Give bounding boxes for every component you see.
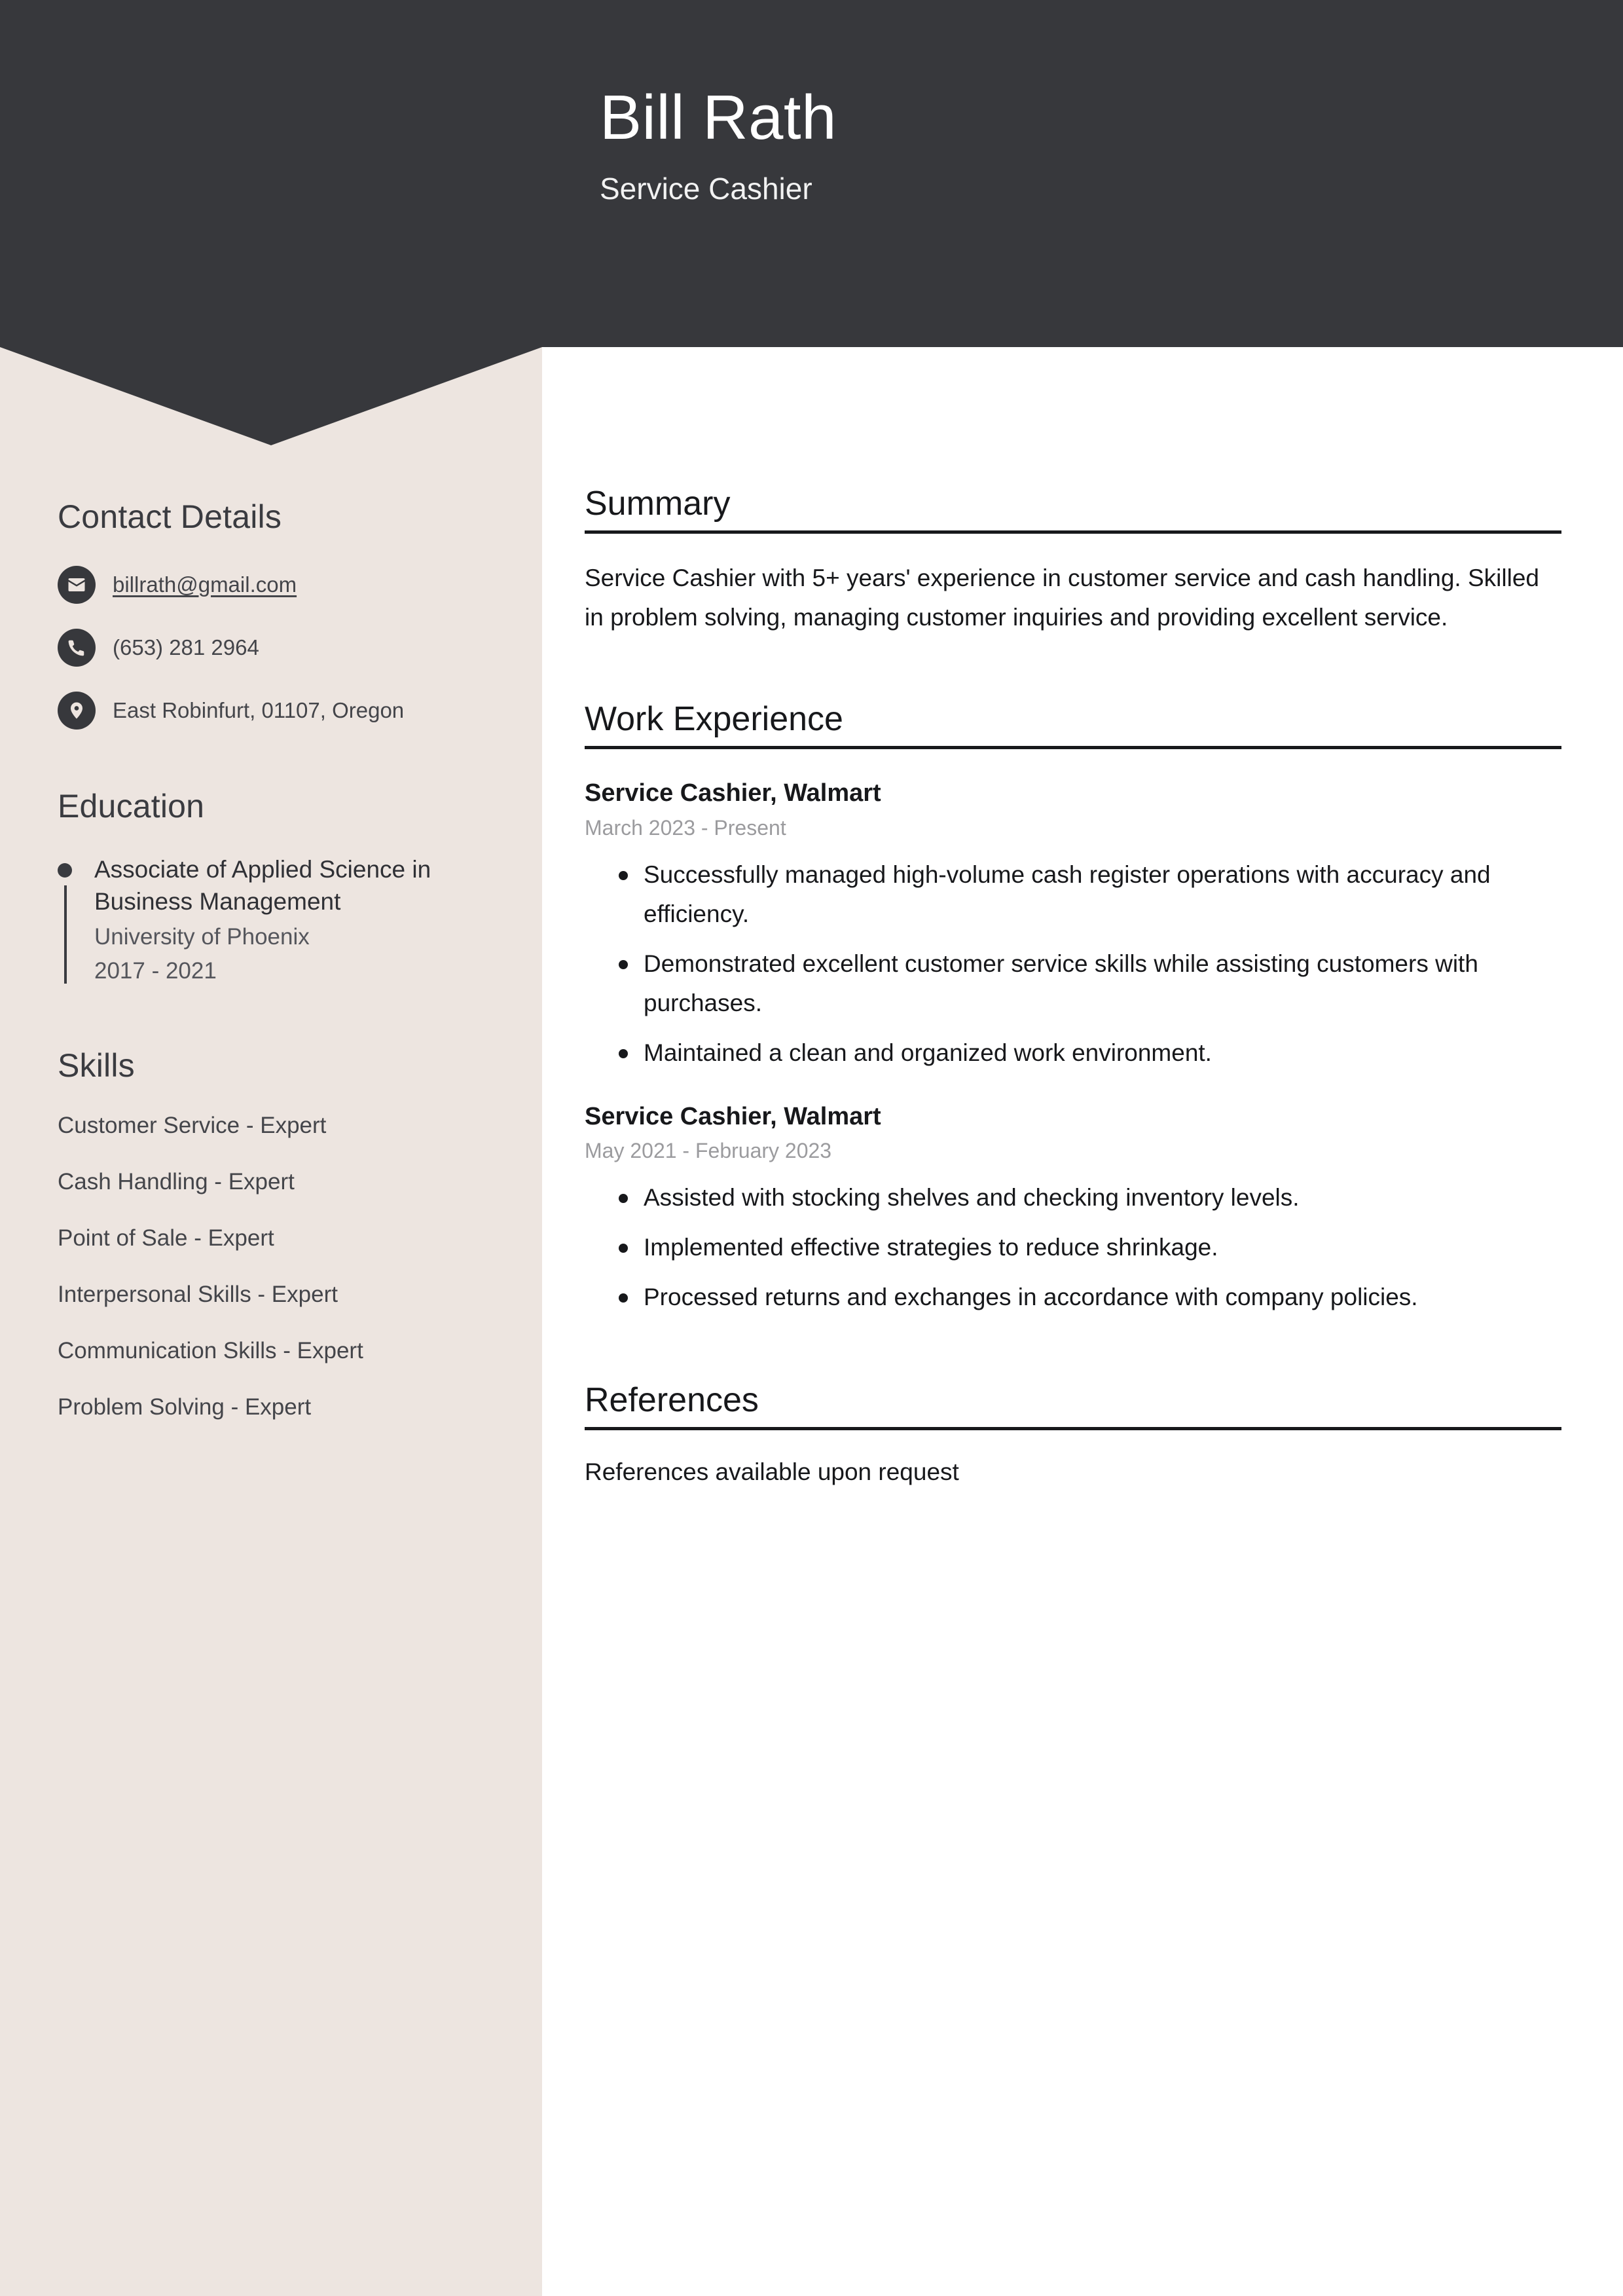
summary-text: Service Cashier with 5+ years' experience in customer service and cash handling. Skilled in problem solving, managing customer inquiries and providing excellent service.	[585, 565, 1539, 631]
job-bullets	[585, 855, 1561, 1073]
job-role: Service Cashier, Walmart	[585, 779, 881, 807]
location-pin-icon	[58, 692, 96, 730]
summary-section	[585, 485, 1561, 637]
work-experience-heading: Work Experience	[585, 700, 1561, 749]
list-item: Assisted with stocking shelves and checking inventory levels.	[585, 1178, 1561, 1217]
job-dates: March 2023 - Present	[585, 815, 786, 840]
skills-list	[58, 1112, 496, 1421]
list-item: Cash Handling - Expert	[58, 1169, 295, 1195]
education-heading: Education	[58, 788, 205, 824]
page-title: Bill Rath	[600, 83, 837, 153]
education-school: University of Phoenix	[94, 923, 310, 950]
work-experience-section	[585, 700, 1561, 1317]
education-degree: Associate of Applied Science in Business Management	[94, 856, 431, 915]
list-item: Implemented effective strategies to reduce shrinkage.	[585, 1228, 1561, 1267]
references-heading: References	[585, 1381, 1561, 1430]
contact-email-value[interactable]: billrath@gmail.com	[113, 572, 297, 597]
job-dates: May 2021 - February 2023	[585, 1139, 832, 1163]
phone-icon	[58, 629, 96, 667]
list-item: Demonstrated excellent customer service skills while assisting customers with purchases.	[585, 944, 1561, 1023]
education-years: 2017 - 2021	[94, 957, 217, 984]
list-item: Communication Skills - Expert	[58, 1338, 363, 1364]
job-entry	[585, 1102, 1561, 1317]
references-section	[585, 1381, 1561, 1491]
contact-item-location[interactable]	[58, 692, 496, 730]
job-role: Service Cashier, Walmart	[585, 1102, 881, 1130]
envelope-icon	[58, 566, 96, 604]
contact-phone-value[interactable]: (653) 281 2964	[113, 635, 259, 660]
list-item: Successfully managed high-volume cash register operations with accuracy and efficiency.	[585, 855, 1561, 934]
sidebar-content	[0, 0, 542, 1421]
contact-location-value[interactable]: East Robinfurt, 01107, Oregon	[113, 698, 405, 723]
bullet-dot-icon	[58, 863, 72, 878]
summary-heading: Summary	[585, 485, 1561, 534]
skills-heading: Skills	[58, 1047, 135, 1084]
job-bullets	[585, 1178, 1561, 1317]
main-content	[585, 0, 1561, 1491]
contact-item-email[interactable]	[58, 566, 496, 604]
list-item: Point of Sale - Expert	[58, 1225, 274, 1251]
job-title: Service Cashier	[600, 171, 812, 206]
job-entry	[585, 778, 1561, 1072]
list-item: Maintained a clean and organized work environment.	[585, 1033, 1561, 1073]
education-item	[58, 854, 496, 986]
list-item: Customer Service - Expert	[58, 1113, 327, 1139]
contact-details-heading: Contact Details	[58, 498, 282, 535]
contact-item-phone[interactable]	[58, 629, 496, 667]
contact-list	[58, 566, 496, 730]
timeline-line	[64, 885, 67, 984]
references-text: References available upon request	[585, 1458, 959, 1486]
list-item: Interpersonal Skills - Expert	[58, 1282, 338, 1308]
list-item: Processed returns and exchanges in accordance with company policies.	[585, 1278, 1561, 1317]
list-item: Problem Solving - Expert	[58, 1394, 312, 1420]
